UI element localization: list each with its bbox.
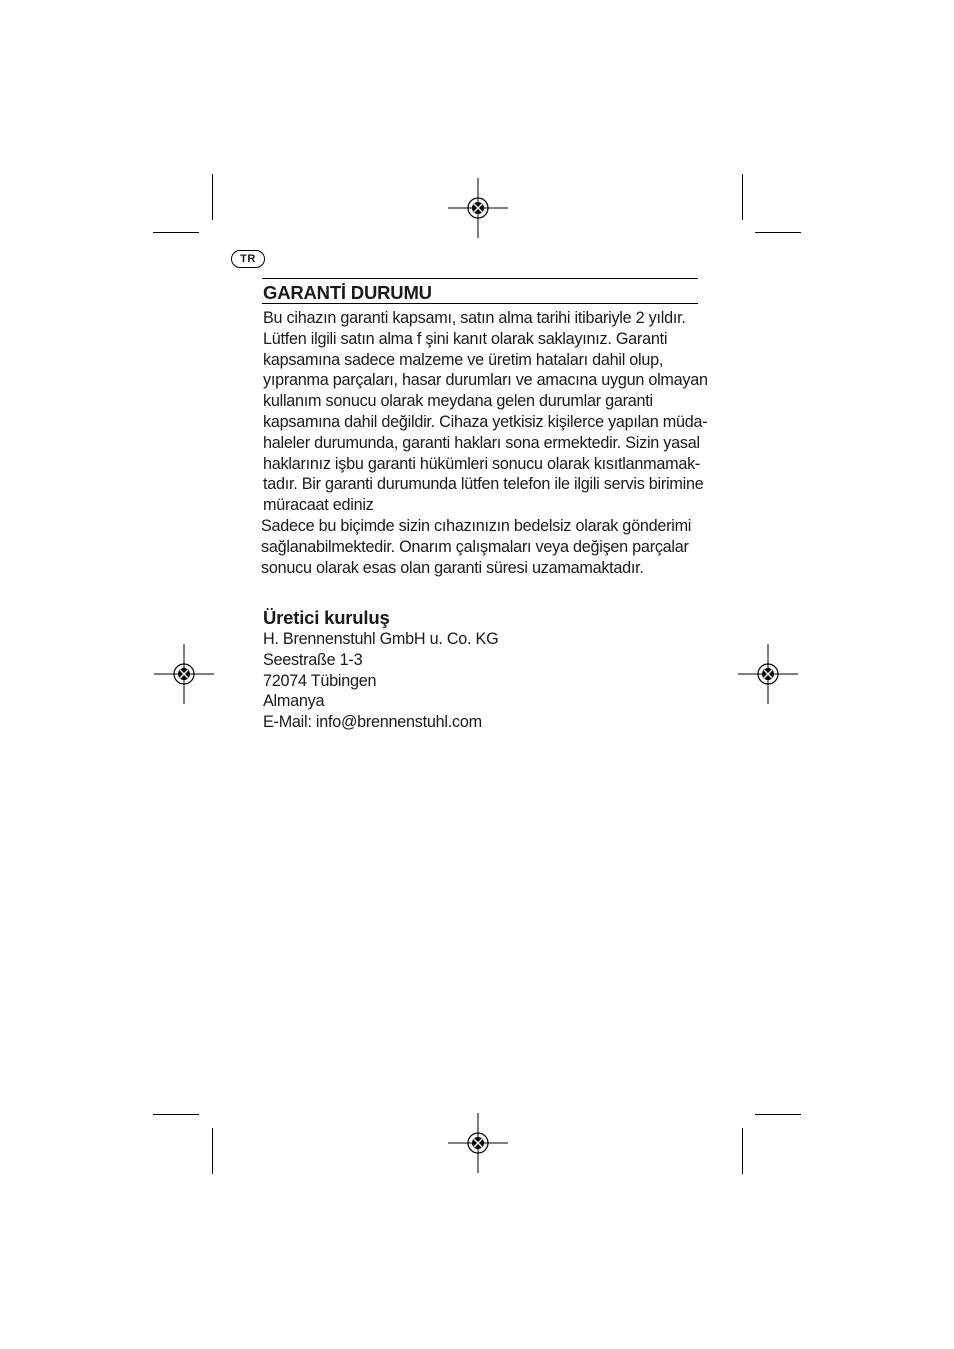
- crop-mark-top-right-vertical: [742, 174, 743, 220]
- section-rule-bottom: [262, 303, 698, 304]
- crop-mark-top-right-horizontal: [755, 232, 801, 233]
- warranty-line: haklarınız işbu garanti hükümleri sonucu olarak kısıtlanmamak-: [263, 454, 701, 473]
- crop-mark-top-left-vertical: [212, 174, 213, 220]
- warranty-line: Lütfen ilgili satın alma f şini kanıt olarak saklayınız. Garanti: [263, 329, 668, 348]
- registration-target-icon: [448, 1113, 508, 1173]
- crop-mark-bottom-right-horizontal: [755, 1114, 801, 1115]
- manufacturer-country: Almanya: [263, 692, 325, 711]
- warranty-body: [263, 308, 713, 578]
- manufacturer-title: Üretici kuruluş: [263, 607, 390, 628]
- warranty-line: sağlanabilmektedir. Onarım çalışmaları veya değişen parçalar: [261, 537, 689, 556]
- manufacturer-company: H. Brennenstuhl GmbH u. Co. KG: [263, 630, 499, 648]
- crop-mark-bottom-right-vertical: [742, 1128, 743, 1174]
- warranty-line: Bu cihazın garanti kapsamı, satın alma tarihi itibariyle 2 yıldır.: [263, 309, 686, 327]
- registration-target-icon: [154, 644, 214, 704]
- warranty-line: müracaat ediniz: [263, 496, 374, 515]
- warranty-line: kapsamına sadece malzeme ve üretim hataları dahil olup,: [263, 350, 664, 369]
- warranty-line: Sadece bu biçimde sizin cıhazınızın bedelsiz olarak gönderimi: [261, 516, 692, 535]
- warranty-line: yıpranma parçaları, hasar durumları ve amacına uygun olmayan: [263, 371, 708, 390]
- warranty-line: sonucu olarak esas olan garanti süresi uzamamaktadır.: [261, 558, 644, 577]
- manufacturer-address: [263, 629, 713, 733]
- crop-mark-bottom-left-horizontal: [153, 1114, 199, 1115]
- warranty-line: kullanım sonucu olarak meydana gelen durumlar garanti: [263, 392, 653, 411]
- manufacturer-city: 72074 Tübingen: [263, 671, 377, 690]
- manufacturer-street: Seestraße 1-3: [263, 650, 363, 669]
- registration-target-icon: [448, 178, 508, 238]
- registration-target-icon: [738, 644, 798, 704]
- warranty-line: haleler durumunda, garanti hakları sona ermektedir. Sizin yasal: [263, 433, 700, 452]
- section-rule-top: [262, 278, 698, 279]
- crop-mark-top-left-horizontal: [153, 232, 199, 233]
- language-badge: TR: [231, 250, 265, 268]
- warranty-line: kapsamına dahil değildir. Cihaza yetkisiz kişilerce yapılan müda-: [263, 412, 708, 431]
- warranty-title: GARANTİ DURUMU: [263, 282, 432, 303]
- warranty-line: tadır. Bir garanti durumunda lütfen telefon ile ilgili servis birimine: [263, 475, 704, 494]
- crop-mark-bottom-left-vertical: [212, 1128, 213, 1174]
- manufacturer-email: E-Mail: info@brennenstuhl.com: [263, 713, 482, 732]
